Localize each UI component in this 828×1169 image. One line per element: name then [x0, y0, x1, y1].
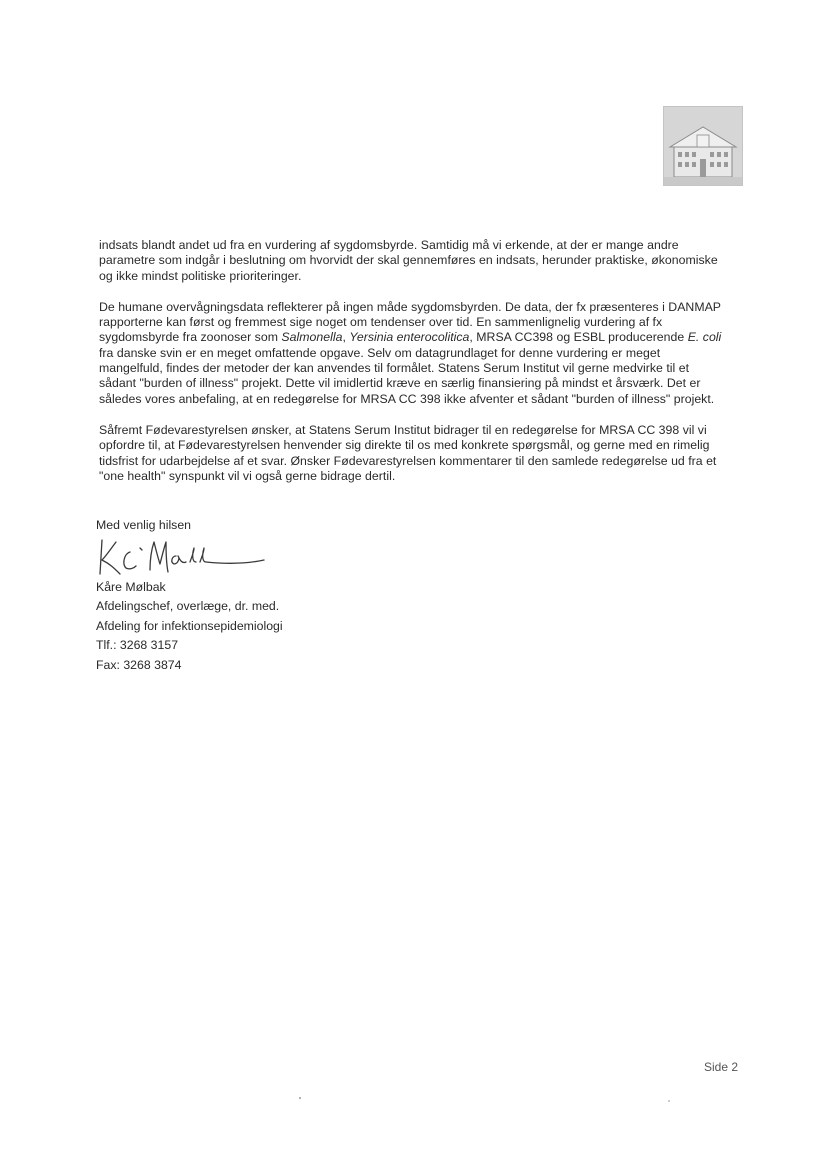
scan-speck — [668, 1100, 670, 1102]
yersinia-term: Yersinia enterocolitica — [349, 330, 470, 345]
scan-speck — [299, 1097, 301, 1099]
salmonella-term: Salmonella — [281, 330, 343, 345]
paragraph-2-text-a: De humane overvågningsdata reflekterer på ingen måde sygdomsbyrden. De data, der fx præsenteres i DANMAP rapporterne kan først og fremmest sige noget om tendenser over tid. En sammenlignelig vurdering af fx sygdomsbyrde fra zoonoser som — [99, 299, 721, 345]
paragraph-3: Såfremt Fødevarestyrelsen ønsker, at Statens Serum Institut bidrager til en redegørelse for MRSA CC 398 vil vi opfordre til, at Fødevarestyrelsen henvender sig direkte til os med konkrete spørgsmål, og gerne med en rimelig tidsfrist for udarbejdelse af et svar. Ønsker Fødevarestyrelsen kommentarer til den samlede redegørelse ud fra et "one health" synspunkt vil vi også gerne bidrage dertil. — [99, 422, 717, 483]
handwritten-signature-icon — [96, 534, 266, 578]
paragraph-2-text-b: , MRSA CC398 og ESBL producerende — [469, 330, 688, 345]
signer-department: Afdeling for infektionsepidemiologi — [96, 618, 283, 633]
greeting: Med venlig hilsen — [96, 518, 192, 532]
signer-fax: Fax: 3268 3874 — [96, 657, 182, 672]
paragraph-2 — [99, 300, 727, 407]
signer-phone: Tlf.: 3268 3157 — [96, 638, 179, 652]
paragraph-1: indsats blandt andet ud fra en vurdering af sygdomsbyrde. Samtidig må vi erkende, at der er mange andre parametre som indgår i beslutning om hvorvidt der skal gennemføres en indsats, herunder praktiske, økonomiske og ikke mindst politiske prioriteringer. — [99, 238, 718, 283]
letter-body — [99, 238, 727, 500]
signer-title: Afdelingschef, overlæge, dr. med. — [96, 599, 280, 613]
page-number: Side 2 — [704, 1060, 739, 1074]
paragraph-2-comma: , — [342, 330, 350, 345]
closing-block — [96, 516, 416, 675]
paragraph-2-text-c: fra danske svin er en meget omfattende opgave. Selv om datagrundlaget for denne vurdering er meget mangelfuld, findes der metoder der kan anvendes til formålet. Statens Serum Institut vil gerne medvirke til et sådant "burden of illness" projekt. Dette vil imidlertid kræve en særlig finansiering på mindst et årsværk. Det er således vores anbefaling, at en redegørelse for MRSA CC 398 ikke afventer et sådant "burden of illness" projekt. — [99, 345, 715, 406]
ecoli-term: E. coli — [687, 330, 722, 345]
signer-name: Kåre Mølbak — [96, 579, 166, 594]
building-logo-icon — [663, 106, 743, 186]
